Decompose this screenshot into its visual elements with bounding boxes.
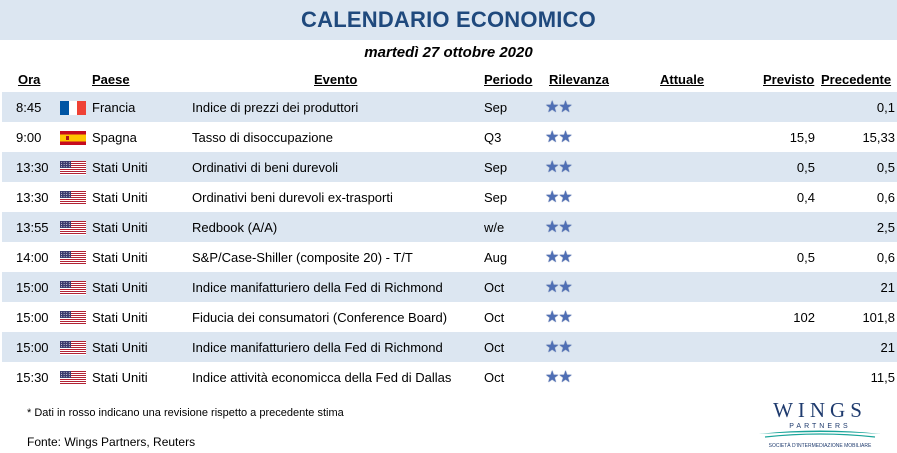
usa-flag-icon: [60, 161, 86, 175]
time-cell: 13:30: [16, 190, 49, 205]
event-cell: Indice di prezzi dei produttori: [192, 100, 359, 115]
country-cell: Francia: [92, 100, 136, 115]
table-row: [2, 272, 897, 302]
previous-cell: 21: [880, 340, 895, 355]
period-cell: w/e: [484, 220, 505, 235]
country-cell: Stati Uniti: [92, 220, 148, 235]
previous-cell: 21: [880, 280, 895, 295]
event-cell: Redbook (A/A): [192, 220, 278, 235]
event-cell: Tasso di disoccupazione: [192, 130, 333, 145]
page-title: CALENDARIO ECONOMICO: [301, 7, 596, 32]
country-cell: Spagna: [92, 130, 137, 145]
table-row: [2, 152, 897, 182]
previous-cell: 0,5: [876, 160, 895, 175]
previous-cell: 11,5: [870, 370, 895, 385]
previous-cell: 0,6: [876, 190, 895, 205]
country-cell: Stati Uniti: [92, 340, 148, 355]
title-bar: [0, 0, 897, 40]
header-previous: Precedente: [821, 72, 892, 87]
header-event: Evento: [314, 72, 358, 87]
country-cell: Stati Uniti: [92, 250, 148, 265]
period-cell: Aug: [484, 250, 508, 265]
wings-partners-logo: [745, 397, 895, 451]
calendar-date: martedì 27 ottobre 2020: [364, 44, 533, 61]
previous-cell: 2,5: [876, 220, 895, 235]
forecast-cell: 15,9: [789, 130, 815, 145]
period-cell: Oct: [484, 280, 505, 295]
svg-text:SOCIETÀ D'INTERMEDIAZIONE MOBI: SOCIETÀ D'INTERMEDIAZIONE MOBILIARE: [768, 443, 872, 449]
header-time: Ora: [18, 72, 41, 87]
time-cell: 13:55: [16, 220, 49, 235]
period-cell: Oct: [484, 370, 505, 385]
event-cell: Fiducia dei consumatori (Conference Board): [192, 310, 448, 325]
time-cell: 15:00: [16, 280, 49, 295]
period-cell: Oct: [484, 340, 505, 355]
header-country: Paese: [92, 72, 130, 87]
table-row: [2, 332, 897, 362]
event-cell: Indice manifatturiero della Fed di Richmond: [192, 280, 443, 295]
table-row: [2, 122, 897, 152]
svg-text:WINGS: WINGS: [773, 398, 867, 422]
table-row: [2, 212, 897, 242]
event-cell: Indice manifatturiero della Fed di Richmond: [192, 340, 443, 355]
relevance-stars: ★★: [545, 129, 572, 146]
header-actual: Attuale: [660, 72, 705, 87]
time-cell: 15:00: [16, 340, 49, 355]
time-cell: 15:00: [16, 310, 49, 325]
forecast-cell: 0,4: [796, 190, 815, 205]
time-cell: 14:00: [16, 250, 49, 265]
period-cell: Sep: [484, 160, 508, 175]
usa-flag-icon: [60, 191, 86, 205]
table-row: [2, 182, 897, 212]
header-period: Periodo: [484, 72, 533, 87]
period-cell: Q3: [484, 130, 502, 145]
header-relevance: Rilevanza: [549, 72, 609, 87]
usa-flag-icon: [60, 221, 86, 235]
country-cell: Stati Uniti: [92, 280, 148, 295]
spain-flag-icon: [60, 131, 86, 145]
relevance-stars: ★★: [545, 99, 572, 116]
period-cell: Sep: [484, 190, 508, 205]
source-note: Fonte: Wings Partners, Reuters: [27, 435, 196, 449]
event-cell: Ordinativi beni durevoli ex-trasporti: [192, 190, 393, 205]
relevance-stars: ★★: [545, 339, 572, 356]
previous-cell: 0,1: [876, 100, 895, 115]
usa-flag-icon: [60, 371, 86, 385]
country-cell: Stati Uniti: [92, 370, 148, 385]
footnote: * Dati in rosso indicano una revisione rispetto a precedente stima: [27, 407, 344, 419]
header-forecast: Previsto: [763, 72, 815, 87]
relevance-stars: ★★: [545, 369, 572, 386]
previous-cell: 101,8: [862, 310, 895, 325]
calendar-table: [2, 92, 897, 392]
relevance-stars: ★★: [545, 249, 572, 266]
table-row: [2, 242, 897, 272]
relevance-stars: ★★: [545, 279, 572, 296]
country-cell: Stati Uniti: [92, 160, 148, 175]
time-cell: 9:00: [16, 130, 42, 145]
period-cell: Oct: [484, 310, 505, 325]
svg-text:PARTNERS: PARTNERS: [789, 423, 851, 430]
relevance-stars: ★★: [545, 309, 572, 326]
event-cell: Ordinativi di beni durevoli: [192, 160, 338, 175]
previous-cell: 0,6: [876, 250, 895, 265]
table-row: [2, 362, 897, 392]
forecast-cell: 102: [793, 310, 815, 325]
forecast-cell: 0,5: [796, 160, 815, 175]
forecast-cell: 0,5: [796, 250, 815, 265]
usa-flag-icon: [60, 251, 86, 265]
relevance-stars: ★★: [545, 219, 572, 236]
event-cell: S&P/Case-Shiller (composite 20) - T/T: [192, 250, 413, 265]
usa-flag-icon: [60, 341, 86, 355]
country-cell: Stati Uniti: [92, 190, 148, 205]
relevance-stars: ★★: [545, 189, 572, 206]
france-flag-icon: [60, 101, 86, 115]
time-cell: 13:30: [16, 160, 49, 175]
relevance-stars: ★★: [545, 159, 572, 176]
usa-flag-icon: [60, 311, 86, 325]
usa-flag-icon: [60, 281, 86, 295]
time-cell: 15:30: [16, 370, 49, 385]
previous-cell: 15,33: [862, 130, 895, 145]
period-cell: Sep: [484, 100, 508, 115]
country-cell: Stati Uniti: [92, 310, 148, 325]
table-row: [2, 92, 897, 122]
table-row: [2, 302, 897, 332]
event-cell: Indice attività economicca della Fed di Dallas: [192, 370, 452, 385]
time-cell: 8:45: [16, 100, 42, 115]
